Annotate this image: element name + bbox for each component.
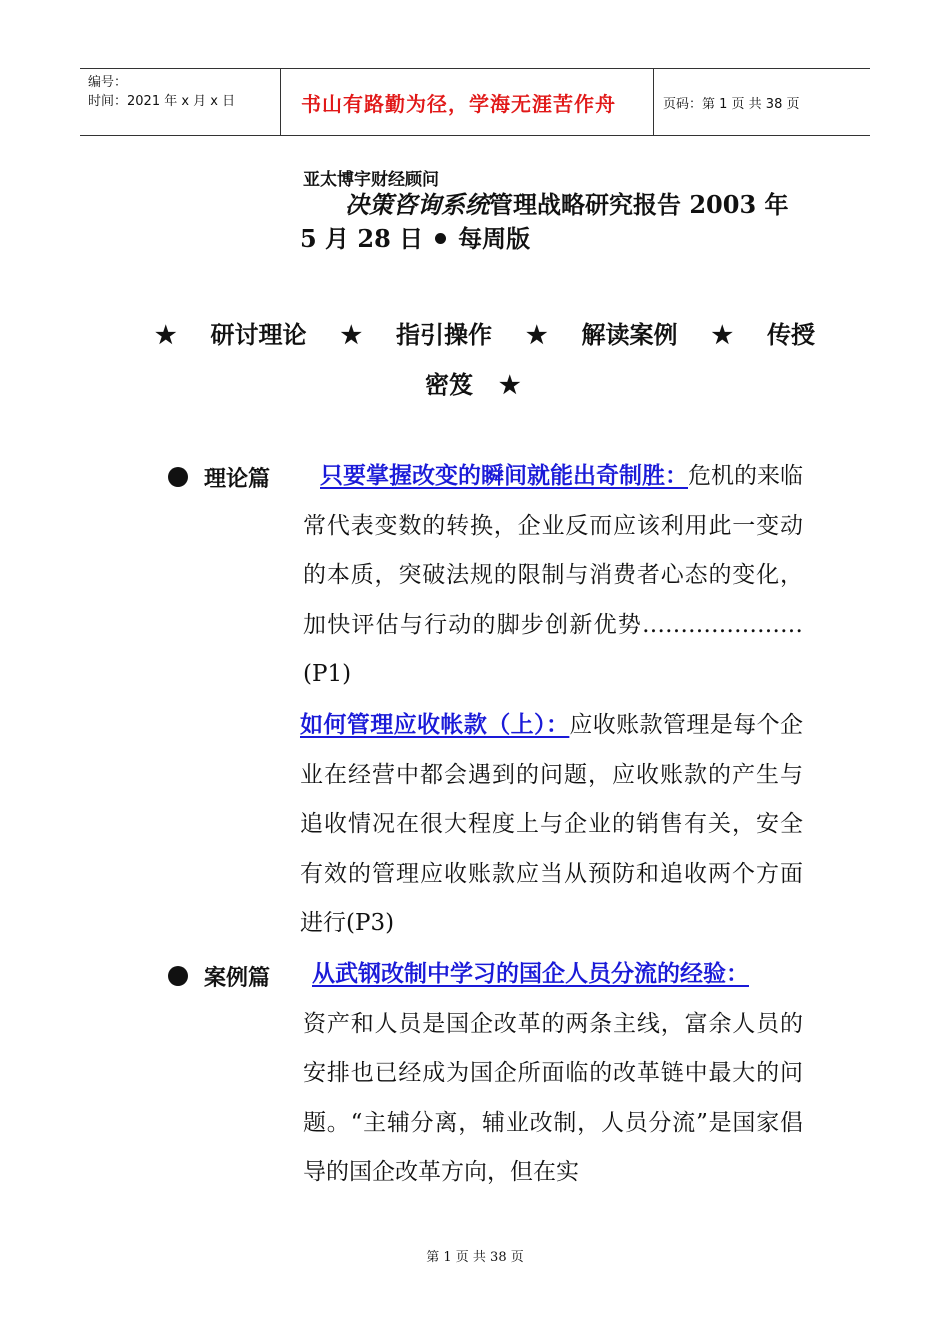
header-page-info: 页码：第 1 页 共 38 页 [663,96,800,112]
slogan-item: 研讨理论 [210,320,307,349]
article [300,700,803,949]
slogan-item: 解读案例 [581,320,678,349]
bullet-icon [435,233,446,244]
time-label: 时间：2021 年 x 月 x 日 [88,94,236,109]
header-meta [80,69,281,135]
bullet-icon [168,966,188,986]
slogan-item: 传授 [766,320,815,349]
report-title-rest: 管理战略研究报告 2003 年 [489,190,789,219]
report-title-italic: 决策咨询系统 [345,190,489,219]
company-name: 亚太博宇财经顾问 [303,170,439,190]
article [303,949,803,1198]
star-icon: ★ [711,320,733,349]
article-summary: 资产和人员是国企改革的两条主线，富余人员的安排也已经成为国企所面临的改革链中最大的问题。“主辅分离，辅业改制，人员分流”是国家倡导的国企改革方向，但在实 [303,1010,803,1185]
article-summary: 危机的来临常代表变数的转换，企业反而应该利用此一变动的本质，突破法规的限制与消费者心态的变化，加快评估与行动的脚步创新优势………………… (P1) [303,463,803,687]
star-icon: ★ [155,320,177,349]
star-icon: ★ [340,320,362,349]
document-header [80,68,870,136]
article-link[interactable]: 如何管理应收帐款（上）： [300,711,570,738]
slogan [155,310,815,410]
report-date: 5 月 28 日 [300,224,424,253]
number-label: 编号： [88,75,128,90]
article-link[interactable]: 只要掌握改变的瞬间就能出奇制胜： [320,462,688,489]
article-link[interactable]: 从武钢改制中学习的国企人员分流的经验： [312,960,749,987]
slogan-item: 指引操作 [395,320,492,349]
section-label: 理论篇 [204,466,271,492]
article-summary: 应收账款管理是每个企业在经营中都会遇到的问题，应收账款的产生与追收情况在很大程度上与企业的销售有关，安全有效的管理应收账款应当从预防和追收两个方面进行(P3) [300,712,804,936]
report-edition: 每周版 [458,224,531,253]
header-motto: 书山有路勤为径，学海无涯苦作舟 [281,69,654,135]
star-icon: ★ [499,370,521,399]
slogan-tail: 密笈 [425,370,473,399]
bullet-icon [168,467,188,487]
page-footer: 第 1 页 共 38 页 [426,1250,524,1265]
star-icon: ★ [525,320,548,349]
section-label: 案例篇 [204,965,271,991]
article [303,451,803,700]
report-title [300,188,820,256]
